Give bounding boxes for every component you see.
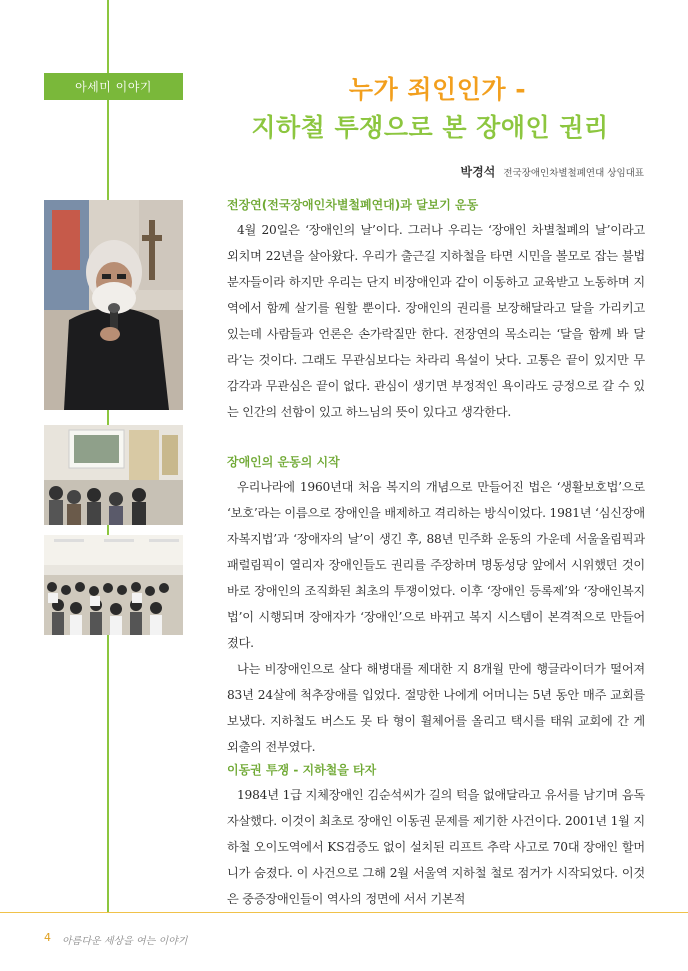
section-heading: 장애인의 운동의 시작 — [227, 455, 340, 469]
footer-rule — [0, 912, 688, 913]
title-line-2: 지하철 투쟁으로 본 장애인 권리 — [251, 113, 609, 142]
section-2 — [227, 452, 645, 760]
title-line-1: 누가 죄인인가 - — [348, 75, 527, 104]
photo-audience — [44, 535, 183, 635]
photo-speaker — [44, 200, 183, 410]
paragraph: 1984년 1급 지체장애인 김순석씨가 길의 턱을 없애달라고 유서를 남기며 음독자살했다. 이것이 최초로 장애인 이동권 문제를 제기한 사건이다. 2001년 1월 지하철 오이도역에서 KS검증도 없이 설치된 리프트 추락 사고로 70대 장애인 할머니가 숨졌다. 이 사건으로 그해 2월 서울역 지하철 철로 점거가 시작되었다. 이것은 중증장애인들이 역사의 정면에 서서 기본적 — [227, 788, 645, 906]
author-title: 전국장애인차별철폐연대 상임대표 — [503, 168, 644, 179]
section-1 — [227, 195, 645, 425]
author-byline — [461, 163, 644, 180]
section-tab: 아세미 이야기 — [44, 73, 183, 100]
author-name: 박경석 — [460, 165, 496, 179]
photo-meeting — [44, 425, 183, 525]
paragraph: 나는 비장애인으로 살다 해병대를 제대한 지 8개월 만에 행글라이더가 떨어져 83년 24살에 척추장애를 입었다. 절망한 나에게 어머니는 5년 동안 매주 교회를 보냈다. 지하철도 버스도 못 타 형이 휠체어를 올리고 택시를 태워 교회에 간 게 외출의 전부였다. — [227, 662, 645, 754]
section-heading: 전장연(전국장애인차별철폐연대)과 달보기 운동 — [227, 198, 479, 212]
section-3 — [227, 760, 645, 912]
page-number: 4 — [44, 931, 51, 944]
footer-text: 아름다운 세상을 여는 이야기 — [62, 936, 188, 947]
paragraph: 4월 20일은 ‘장애인의 날’이다. 그러나 우리는 ‘장애인 차별철폐의 날’이라고 외치며 22년을 살아왔다. 우리가 출근길 지하철을 타면 시민을 볼모로 잡는 불법분자들이라 하지만 우리는 단지 비장애인과 같이 이동하고 교육받고 노동하며 지역에서 함께 살기를 원할 뿐이다. 장애인의 권리를 보장해달라고 달을 가리키고 있는데 사람들과 언론은 손가락질만 한다. 전장연의 목소리는 ‘달을 함께 봐 달라’는 것이다. 그래도 무관심보다는 차라리 욕설이 낫다. 고통은 끝이 있지만 무감각과 무관심은 끝이 없다. 관심이 생기면 부정적인 욕이라도 긍정으로 갈 수 있는 인간의 선함이 있고 하느님의 뜻이 있다고 생각한다. — [227, 223, 645, 419]
section-heading: 이동권 투쟁 - 지하철을 타자 — [227, 763, 377, 777]
paragraph: 우리나라에 1960년대 처음 복지의 개념으로 만들어진 법은 ‘생활보호법’으로 ‘보호’라는 이름으로 장애인을 배제하고 격리하는 방식이었다. 1981년 ‘심신장애자복지법’과 ‘장애자의 날’이 생긴 후, 88년 민주화 운동의 가운데 서울올림픽과 패럴림픽이 열리자 장애인들도 권리를 주장하며 명동성당 앞에서 시위했던 것이 바로 장애인의 조직화된 최초의 투쟁이었다. 이후 ‘장애인 등록제’와 ‘장애인복지법’이 시행되며 장애자가 ‘장애인’으로 바뀌고 복지 시스템이 본격적으로 만들어졌다. — [227, 480, 645, 650]
